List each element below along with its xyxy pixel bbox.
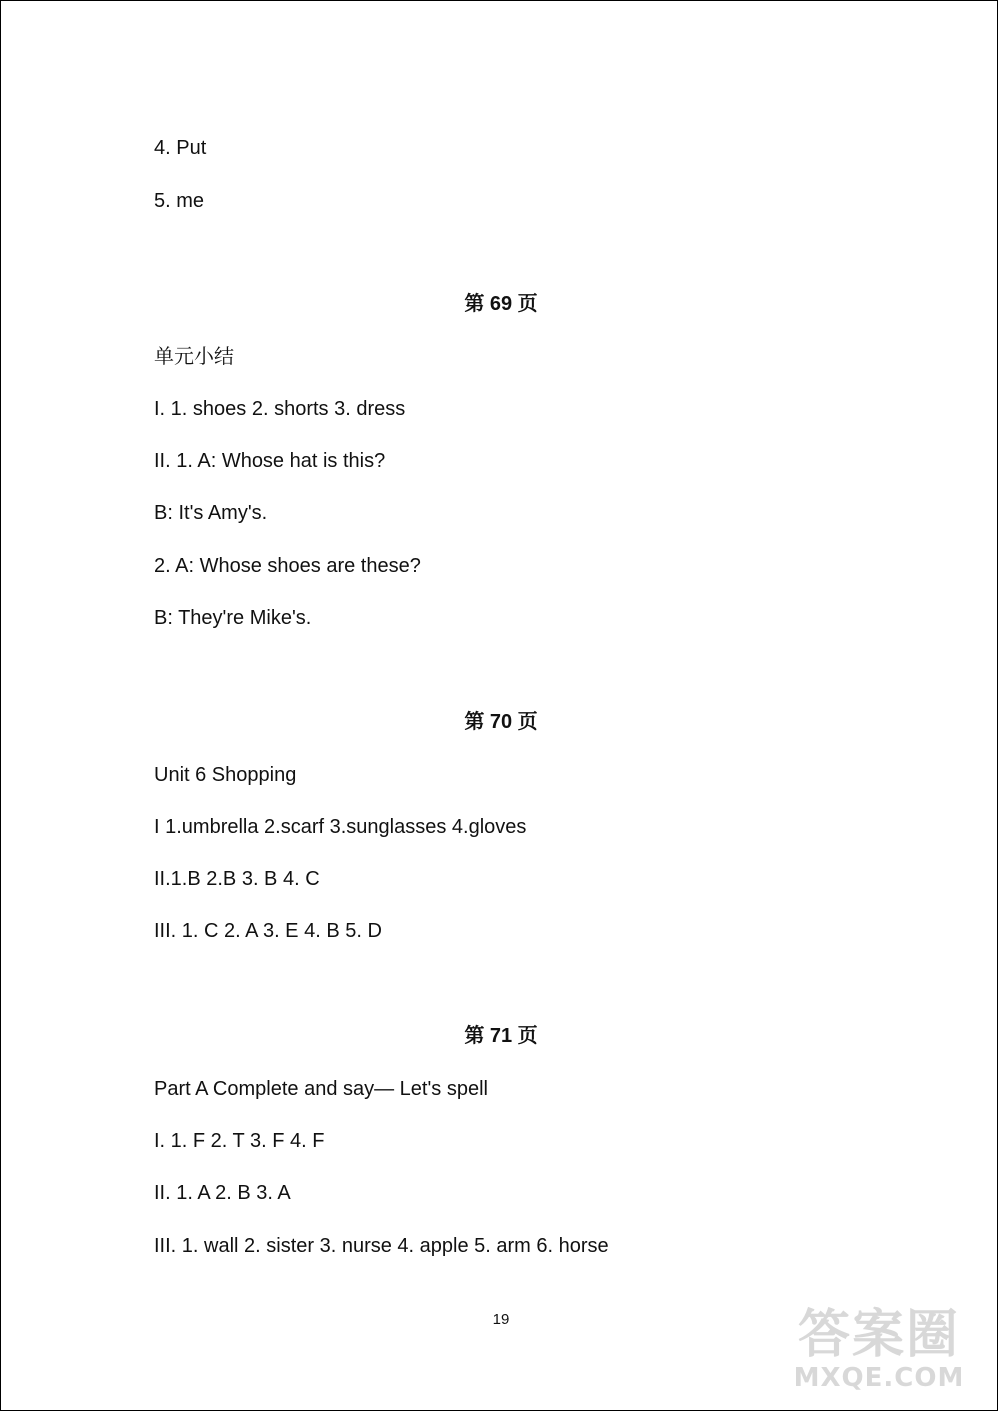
answer-line: 5. me [154, 190, 205, 212]
section-heading-p69: 第 69 页 [464, 293, 538, 315]
section-subtitle: 单元小结 [154, 346, 234, 368]
answer-line: III. 1. wall 2. sister 3. nurse 4. apple 5. arm 6. horse [154, 1235, 609, 1257]
answer-line: I. 1. F 2. T 3. F 4. F [154, 1130, 325, 1152]
section-subtitle: Unit 6 Shopping [154, 764, 297, 786]
section-subtitle: Part A Complete and say— Let's spell [154, 1078, 488, 1100]
answer-line: I 1.umbrella 2.scarf 3.sunglasses 4.gloves [154, 816, 527, 838]
answer-line: 4. Put [154, 137, 207, 159]
page-number: 19 [492, 1311, 510, 1328]
answer-line: I. 1. shoes 2. shorts 3. dress [154, 398, 406, 420]
answer-line: III. 1. C 2. A 3. E 4. B 5. D [154, 920, 382, 942]
watermark-logo [779, 1307, 979, 1402]
section-heading-p71: 第 71 页 [464, 1025, 538, 1047]
answer-line: II. 1. A: Whose hat is this? [154, 450, 386, 472]
watermark-url: MXQE.COM [793, 1363, 965, 1393]
answer-line: II.1.B 2.B 3. B 4. C [154, 868, 320, 890]
answer-line: B: It's Amy's. [154, 502, 268, 524]
answer-line: B: They're Mike's. [154, 607, 312, 629]
answer-line: II. 1. A 2. B 3. A [154, 1182, 291, 1204]
watermark-text: 答案圈 [797, 1305, 960, 1365]
section-heading-p70: 第 70 页 [464, 711, 538, 733]
answer-line: 2. A: Whose shoes are these? [154, 555, 421, 577]
